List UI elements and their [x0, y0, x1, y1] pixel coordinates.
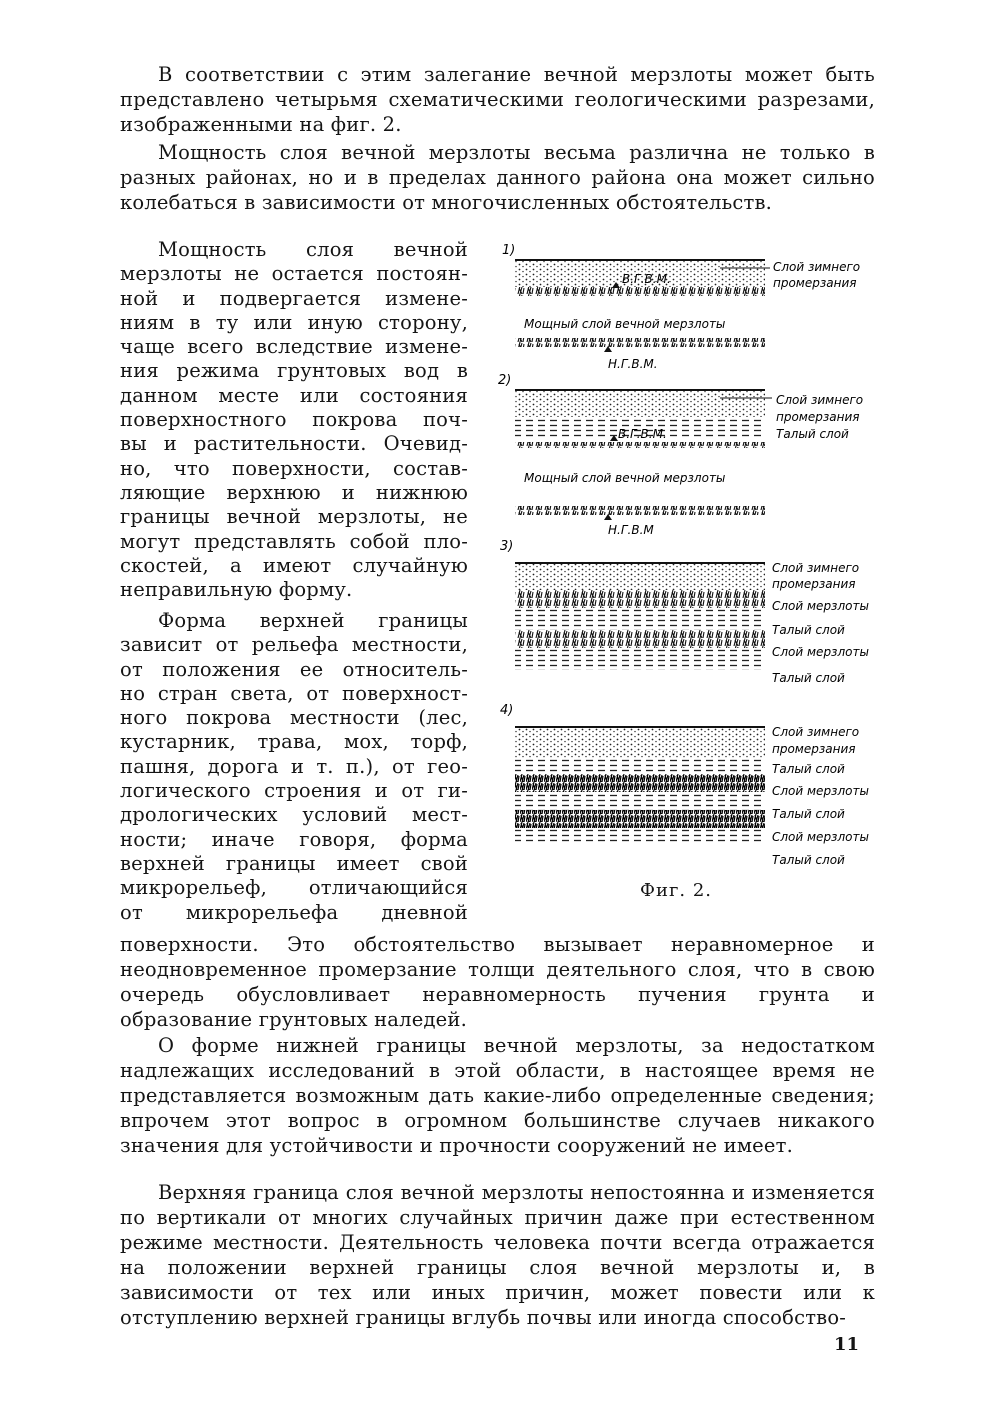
- paragraph-4-line: от положения ее относитель-: [120, 657, 468, 681]
- section-4-side-label: Слой мерзлоты: [772, 784, 869, 798]
- section-4-permafrost-layer-1: [515, 774, 765, 792]
- paragraph-4-line: но стран света, от поверхност-: [120, 681, 468, 705]
- section-4-permafrost-layer-2: [515, 810, 765, 828]
- paragraph-4-line: зависит от рельефа местности,: [120, 633, 468, 657]
- section-2-middle-label: Мощный слой вечной мерзлоты: [524, 471, 726, 485]
- section-1-side-label: Слой зимнего: [773, 260, 861, 274]
- section-3-side-label: Слой зимнего: [772, 561, 860, 575]
- section-4-thaw-layer-2: [515, 792, 765, 810]
- paragraph-3-line: скостей, а имеют случайную: [120, 553, 468, 577]
- section-3-side-label: Талый слой: [772, 623, 845, 637]
- paragraph-3-line: но, что поверхности, состав-: [120, 456, 468, 480]
- section-4-side-label: Талый слой: [772, 853, 845, 867]
- section-3-thaw-layer-2: [515, 648, 765, 670]
- paragraph-4-column: [120, 609, 468, 925]
- section-2-upper-boundary: [515, 442, 765, 448]
- paragraph-5: О форме нижней границы вечной мерзлоты, за недостатком надлежащих исследований в этой области, в настоящее время не представляется возможным дать какие-либо определенные сведения; впрочем этот вопрос в огромном большинстве случаев никакого значения для устойчивости и прочности сооружений не имеет.: [120, 1034, 875, 1157]
- section-3-permafrost-layer-2: [515, 630, 765, 648]
- section-2-side-label: Слой зимнего: [776, 393, 864, 407]
- section-4-side-label: Талый слой: [772, 807, 845, 821]
- paragraph-4-line: верхней границы имеет свой: [120, 851, 468, 875]
- paragraph-2: Мощность слоя вечной мерзлоты весьма различна не только в разных районах, но и в пределах данного района она может сильно колебаться в зависимости от многочисленных обстоятельств.: [120, 141, 875, 214]
- paragraph-3-line: мерзлоты не остается постоян-: [120, 262, 468, 286]
- paragraph-3-line: границы вечной мерзлоты, не: [120, 505, 468, 529]
- paragraph-3-line: ния режима грунтовых вод в: [120, 359, 468, 383]
- section-3-permafrost-layer-1: [515, 590, 765, 608]
- section-1-upper-marker: В.Г.В.М.: [622, 272, 671, 286]
- paragraph-3-line: вы и растительности. Очевид-: [120, 432, 468, 456]
- paragraph-4-line: ности; иначе говоря, форма: [120, 827, 468, 851]
- section-4-side-label: Талый слой: [772, 762, 845, 776]
- paragraph-3-line: могут представлять собой пло-: [120, 529, 468, 553]
- paragraph-4-line: Форма верхней границы: [158, 609, 468, 632]
- paragraph-4-line: от микрорельефа дневной: [120, 900, 468, 924]
- section-1-upper-boundary: [515, 287, 765, 296]
- section-2-side-label: Талый слой: [776, 427, 849, 441]
- section-3-side-label: Слой мерзлоты: [772, 645, 869, 659]
- section-2-lower-boundary: [515, 506, 765, 515]
- section-3-thaw-layer-1: [515, 608, 765, 630]
- section-1-side-label: промерзания: [773, 276, 857, 290]
- section-3-freeze-layer: [515, 564, 765, 590]
- section-2-upper-marker: В.Г.В.М.: [618, 427, 667, 441]
- paragraph-3-line: данном месте или состояния: [120, 383, 468, 407]
- paragraph-3-line: ной и подвергается измене-: [120, 286, 468, 310]
- paragraph-3-line: чаще всего вследствие измене-: [120, 335, 468, 359]
- paragraph-3-line: ляющие верхнюю и нижнюю: [120, 480, 468, 504]
- paragraph-3-line: неправильную форму.: [120, 578, 353, 602]
- section-2-side-label: промерзания: [776, 410, 860, 424]
- section-1-lower-marker: Н.Г.В.М.: [608, 357, 658, 371]
- section-1-middle-label: Мощный слой вечной мерзлоты: [524, 317, 726, 331]
- section-4-freeze-layer: [515, 728, 765, 758]
- paragraph-3-line: ниям в ту или иную сторону,: [120, 310, 468, 334]
- paragraph-4-line: микрорельеф, отличающийся: [120, 876, 468, 900]
- paragraph-1: В соответствии с этим залегание вечной мерзлоты может быть представлено четырьмя схематическими геологическими разрезами, изображенными на фиг. 2.: [120, 63, 875, 136]
- paragraph-4-line: кустарник, трава, мох, торф,: [120, 730, 468, 754]
- paragraph-3-column: [120, 238, 468, 602]
- section-1-number: 1): [502, 243, 516, 258]
- section-4-thaw-layer-3: [515, 828, 765, 844]
- figure-caption: Фиг. 2.: [640, 880, 712, 901]
- page-number: 11: [834, 1334, 860, 1355]
- section-4-side-label: Слой зимнего: [772, 725, 860, 739]
- paragraph-4-line: ного покрова местности (лес,: [120, 706, 468, 730]
- paragraph-4-line: пашня, дорога и т. п.), от гео-: [120, 754, 468, 778]
- section-4-side-label: Слой мерзлоты: [772, 830, 869, 844]
- section-2-lower-marker: Н.Г.В.М: [608, 523, 654, 537]
- section-3-side-label: Талый слой: [772, 671, 845, 685]
- section-2-number: 2): [498, 373, 512, 388]
- paragraph-3-line: Мощность слоя вечной: [158, 238, 468, 261]
- section-1-lower-boundary: [515, 338, 765, 347]
- section-4-side-label: промерзания: [772, 742, 856, 756]
- section-4-number: 4): [500, 703, 514, 718]
- paragraph-3-line: поверхностного покрова поч-: [120, 408, 468, 432]
- paragraph-4-continuation: поверхности. Это обстоятельство вызывает неравномерное и неодновременное промерзание толщи деятельного слоя, что в свою очередь обусловливает неравномерность пучения грунта и образование грунтовых наледей.: [120, 933, 875, 1031]
- paragraph-6: Верхняя граница слоя вечной мерзлоты непостоянна и изменяется по вертикали от многих случайных причин даже при естественном режиме местности. Деятельность человека почти всегда отражается на положении верхней границы слоя вечной мерзлоты и, в зависимости от тех или иных причин, может повести или к отступлению верхней границы вглубь почвы или иногда способство-: [120, 1181, 875, 1329]
- section-3-side-label: промерзания: [772, 577, 856, 591]
- section-3-number: 3): [500, 539, 514, 554]
- paragraph-4-line: логического строения и от ги-: [120, 779, 468, 803]
- figure-2-geologic-sections: [490, 238, 880, 950]
- paragraph-4-line: дрологических условий мест-: [120, 803, 468, 827]
- section-4-thaw-layer-1: [515, 758, 765, 774]
- section-3-side-label: Слой мерзлоты: [772, 599, 869, 613]
- section-2-freeze-layer: [515, 391, 765, 417]
